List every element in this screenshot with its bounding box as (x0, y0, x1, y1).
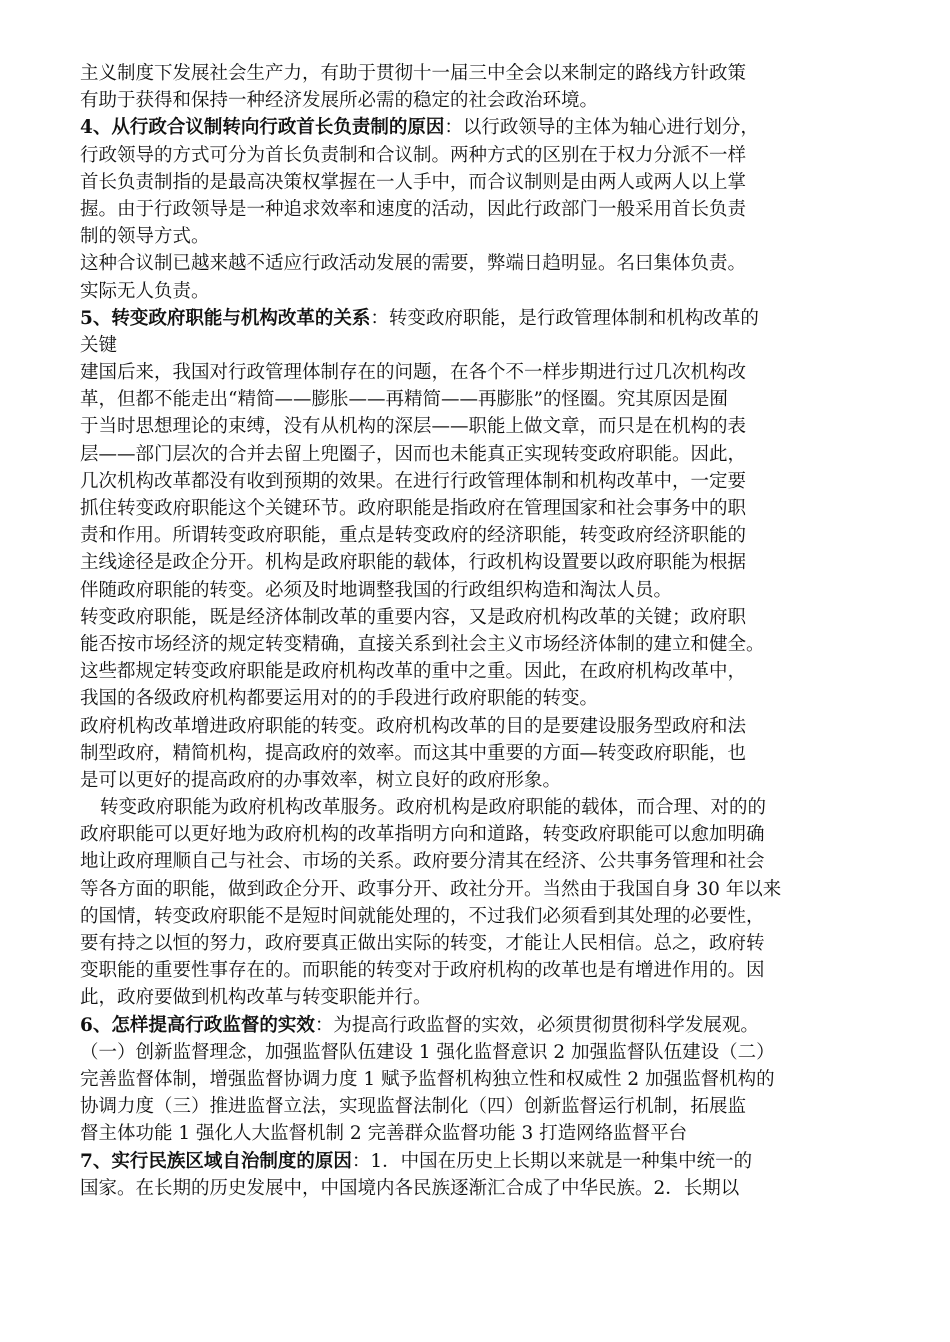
line-text: 伴随政府职能的转变。必须及时地调整我国的行政组织构造和淘汰人员。 (80, 579, 673, 601)
text-line (80, 685, 900, 712)
line-text: 政府职能可以更好地为政府机构的改革指明方向和道路，转变政府职能可以愈加明确 (80, 824, 765, 846)
text-line (80, 1066, 900, 1093)
text-line (80, 713, 900, 740)
text-line (80, 577, 900, 604)
document-page (80, 60, 900, 1202)
line-text: 行政领导的方式可分为首长负责制和合议制。两种方式的区别在于权力分派不一样 (80, 144, 747, 166)
text-line (80, 332, 900, 359)
line-text: 关键 (80, 334, 118, 356)
text-line (80, 250, 900, 277)
line-text: 于当时思想理论的束缚，没有从机构的深层——职能上做文章，而只是在机构的表 (80, 416, 747, 438)
line-text: 制型政府，精简机构，提高政府的效率。而这其中重要的方面—转变政府职能，也 (80, 742, 747, 764)
line-text: 革，但都不能走出“精简——膨胀——再精简——再膨胀”的怪圈。究其原因是囿 (80, 389, 728, 411)
line-text: 首长负责制指的是最高决策权掌握在一人手中，而合议制则是由两人或两人以上掌 (80, 171, 747, 193)
line-text: 完善监督体制，增强监督协调力度 1 赋予监督机构独立性和权威性 2 加强监督机构的 (80, 1068, 775, 1090)
text-line (80, 1175, 900, 1202)
text-line (80, 658, 900, 685)
line-text: 握。由于行政领导是一种追求效率和速度的活动，因此行政部门一般采用首长负责 (80, 198, 747, 220)
text-line (80, 794, 900, 821)
section-heading-line (80, 114, 900, 141)
line-text: ：转变政府职能，是行政管理体制和机构改革的 (370, 307, 759, 329)
line-text: 建国后来，我国对行政管理体制存在的问题，在各个不一样步期进行过几次机构改 (80, 362, 747, 384)
section-heading-line (80, 1148, 900, 1175)
line-text: 政府机构改革增进政府职能的转变。政府机构改革的目的是要建设服务型政府和法 (80, 715, 747, 737)
text-line (80, 278, 900, 305)
section-heading: 5、转变政府职能与机构改革的关系 (80, 307, 371, 329)
text-line (80, 848, 900, 875)
line-text: 是可以更好的提高政府的办事效率，树立良好的政府形象。 (80, 769, 562, 791)
line-text: 这些都规定转变政府职能是政府机构改革的重中之重。因此，在政府机构改革中， (80, 661, 747, 683)
text-line (80, 1039, 900, 1066)
text-line (80, 87, 900, 114)
line-text: 抓住转变政府职能这个关键环节。政府职能是指政府在管理国家和社会事务中的职 (80, 498, 747, 519)
text-line (80, 359, 900, 386)
text-line (80, 821, 900, 848)
text-line (80, 522, 900, 549)
section-heading-line (80, 305, 900, 332)
text-line (80, 984, 900, 1011)
line-text: 转变政府职能为政府机构改革服务。政府机构是政府职能的载体，而合理、对的的 (100, 797, 767, 819)
text-line (80, 441, 900, 468)
line-text: 能否按市场经济的规定转变精确，直接关系到社会主义市场经济体制的建立和健全。 (80, 633, 765, 655)
text-line (80, 223, 900, 250)
text-line (80, 1093, 900, 1120)
line-text: 此，政府要做到机构改革与转变职能并行。 (80, 987, 432, 1009)
text-line (80, 631, 900, 658)
line-text: 主义制度下发展社会生产力，有助于贯彻十一届三中全会以来制定的路线方针政策 (80, 63, 747, 84)
line-text: 地让政府理顺自己与社会、市场的关系。政府要分清其在经济、公共事务管理和社会 (80, 851, 765, 873)
text-line (80, 169, 900, 196)
text-line (80, 1120, 900, 1147)
text-line (80, 495, 900, 522)
line-text: 这种合议制已越来越不适应行政活动发展的需要，弊端日趋明显。名曰集体负责。 (80, 253, 747, 275)
text-line (80, 142, 900, 169)
text-line (80, 903, 900, 930)
text-line (80, 957, 900, 984)
text-line (80, 386, 900, 413)
text-line (80, 876, 900, 903)
line-text: 的国情，转变政府职能不是短时间就能处理的，不过我们必须看到其处理的必要性， (80, 905, 765, 927)
line-text: 督主体功能 1 强化人大监督机制 2 完善群众监督功能 3 打造网络监督平台 (80, 1123, 688, 1145)
text-line (80, 468, 900, 495)
line-text: （一）创新监督理念，加强监督队伍建设 1 强化监督意识 2 加强监督队伍建设（二） (80, 1041, 775, 1063)
text-line (80, 196, 900, 223)
line-text: 实际无人负责。 (80, 280, 210, 302)
line-text: 等各方面的职能，做到政企分开、政事分开、政社分开。当然由于我国自身 30 年以来 (80, 878, 782, 900)
line-text: 几次机构改革都没有收到预期的效果。在进行行政管理体制和机构改革中，一定要 (80, 470, 747, 492)
line-text: 我国的各级政府机构都要运用对的的手段进行政府职能的转变。 (80, 688, 599, 710)
line-text: 有助于获得和保持一种经济发展所必需的稳定的社会政治环境。 (80, 90, 599, 112)
text-line (80, 740, 900, 767)
text-line (80, 930, 900, 957)
text-line (80, 767, 900, 794)
line-text: 转变政府职能，既是经济体制改革的重要内容，又是政府机构改革的关键；政府职 (80, 606, 747, 628)
text-line (80, 549, 900, 576)
section-heading: 7、实行民族区域自治制度的原因 (80, 1150, 352, 1172)
line-text: ：为提高行政监督的实效，必须贯彻贯彻科学发展观。 (314, 1014, 759, 1036)
text-line (80, 604, 900, 631)
line-text: 主线途径是政企分开。机构是政府职能的载体，行政机构设置要以政府职能为根据 (80, 552, 747, 574)
line-text: 层——部门层次的合并去留上兜圈子，因而也未能真正实现转变政府职能。因此， (80, 443, 747, 465)
section-heading: 4、从行政合议制转向行政首长负责制的原因 (80, 117, 445, 139)
section-heading-line (80, 1012, 900, 1039)
line-text: 协调力度（三）推进监督立法，实现监督法制化（四）创新监督运行机制，拓展监 (80, 1096, 747, 1118)
line-text: ：以行政领导的主体为轴心进行划分， (444, 117, 759, 139)
text-line (80, 60, 900, 87)
text-line (80, 413, 900, 440)
line-text: 责和作用。所谓转变政府职能，重点是转变政府的经济职能，转变政府经济职能的 (80, 525, 747, 547)
line-text: 国家。在长期的历史发展中，中国境内各民族逐渐汇合成了中华民族。2．长期以 (80, 1177, 740, 1199)
line-text: 制的领导方式。 (80, 226, 210, 248)
line-text: 要有持之以恒的努力，政府要真正做出实际的转变，才能让人民相信。总之，政府转 (80, 933, 765, 954)
line-text: ：1．中国在历史上长期以来就是一种集中统一的 (351, 1150, 753, 1172)
line-text: 变职能的重要性事存在的。而职能的转变对于政府机构的改革也是有增进作用的。因 (80, 960, 765, 982)
section-heading: 6、怎样提高行政监督的实效 (80, 1014, 315, 1036)
